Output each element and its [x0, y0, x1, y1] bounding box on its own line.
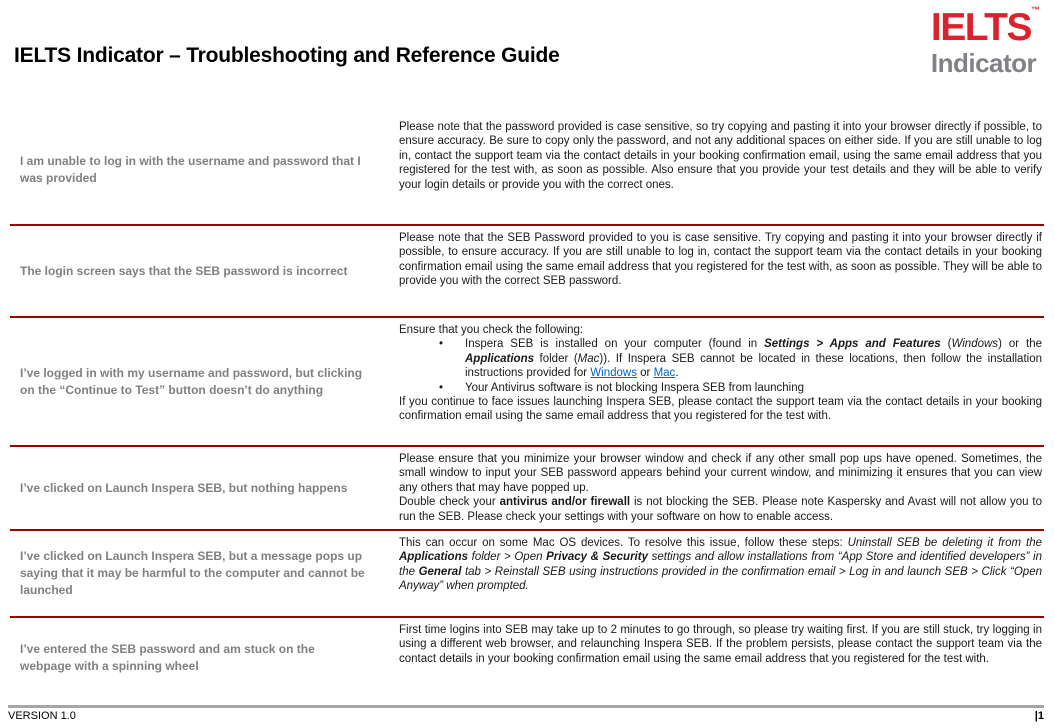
answer-cell — [399, 318, 1044, 445]
answer-bullet-item — [399, 337, 1042, 380]
answer-bullet-item — [399, 381, 1042, 395]
text-segment: ) or the — [998, 338, 1043, 351]
table-row — [10, 226, 1044, 318]
text-segment: Windows — [951, 338, 999, 351]
text-segment: is not blocking the SEB. Please note Kaspersky and Avast will not allow you to run the SEB. Please check your settings with your software on how to enable access. — [399, 496, 1042, 523]
text-segment: folder ( — [534, 352, 578, 365]
text-segment: or — [636, 367, 654, 380]
text-segment: Applications — [399, 551, 469, 564]
question-text: I’ve entered the SEB password and am stuck on the webpage with a spinning wheel — [20, 642, 315, 673]
table-row — [10, 115, 1044, 226]
text-segment: Inspera SEB is installed on your computer (found in — [465, 338, 765, 351]
answer-paragraph — [399, 452, 1042, 495]
ielts-indicator-logo — [930, 5, 1040, 78]
text-segment: Please ensure that you minimize your browser window and check if any other small pop ups have opened. Sometimes, the small window to input your SEB password appears behind your current window, and minimizing it ensures that you can view any others that may have popped up. — [399, 453, 1042, 494]
answer-paragraph — [399, 536, 1042, 594]
text-segment: ( — [940, 338, 952, 351]
trademark-symbol: ™ — [1031, 5, 1040, 15]
ielts-logo-wordmark — [930, 5, 1040, 49]
question-text: I’ve clicked on Launch Inspera SEB, but nothing happens — [20, 480, 348, 495]
logo-subtitle: Indicator — [930, 48, 1037, 78]
faq-table — [10, 115, 1044, 698]
hyperlink[interactable]: Windows — [590, 367, 637, 380]
question-cell — [10, 226, 399, 316]
text-segment: Please note that the SEB Password provided to you is case sensitive. Try copying and pasting it into your browser directly if possible, to ensure accuracy. If you are still unable to log in, contact the support team via the contact details in your booking confirmation email using the same email address that you registered for the test with, as soon as possible. They will be able to provide you with the correct SEB password. — [399, 232, 1042, 288]
text-segment: antivirus and/or firewall — [499, 496, 631, 509]
page-number: |1 — [1034, 710, 1044, 722]
answer-paragraph — [399, 495, 1042, 524]
answer-paragraph — [399, 323, 1042, 337]
text-segment: If you continue to face issues launching Inspera SEB, please contact the support team via the contact details in your booking confirmation email using the same email address that you registered for the test with. — [399, 395, 1042, 423]
text-segment: This can occur on some Mac OS devices. To resolve this issue, follow these steps: — [399, 536, 848, 549]
text-segment: settings and allow installations from “App Store and identified developers” in the — [399, 551, 1042, 578]
answer-paragraph — [399, 120, 1042, 192]
answer-cell — [399, 531, 1044, 616]
answer-paragraph — [399, 623, 1042, 666]
text-segment: General — [418, 565, 462, 578]
table-row — [10, 447, 1044, 531]
text-segment: . — [675, 367, 679, 380]
text-segment: Ensure that you check the following: — [399, 324, 584, 336]
text-segment: Uninstall SEB be deleting it from the — [847, 536, 1042, 549]
text-segment: Your Antivirus software is not blocking Inspera SEB from launching — [465, 381, 805, 394]
logo-brand-text: IELTS — [930, 6, 1031, 49]
version-label: VERSION 1.0 — [8, 710, 76, 722]
hyperlink[interactable]: Mac — [653, 367, 676, 380]
document-footer — [8, 705, 1044, 722]
question-cell — [10, 318, 399, 445]
document-header — [0, 0, 1054, 100]
text-segment: Mac — [577, 352, 600, 365]
answer-cell — [399, 618, 1044, 698]
table-row — [10, 531, 1044, 618]
answer-cell — [399, 115, 1044, 224]
text-segment: Privacy & Security — [546, 551, 648, 564]
text-segment: First time logins into SEB may take up to 2 minutes to go through, so please try waiting first. If you are still stuck, try logging in using a different web browser, and relaunching Inspera SEB. If the problem persists, please contact the support team via the contact details in your booking confirmation email using the same email address that you registered for the test with. — [399, 623, 1042, 665]
answer-cell — [399, 226, 1044, 316]
table-row — [10, 618, 1044, 698]
question-text: I am unable to log in with the username and password that I was provided — [20, 153, 361, 185]
text-segment: folder > Open — [468, 551, 547, 564]
question-cell — [10, 531, 399, 616]
question-text: I’ve logged in with my username and password, but clicking on the “Continue to Test” button doesn’t do anything — [20, 365, 363, 397]
question-text: I’ve clicked on Launch Inspera SEB, but a message pops up saying that it may be harmful to the computer and cannot be launched — [20, 549, 365, 597]
table-row — [10, 318, 1044, 447]
text-segment: )). If Inspera SEB cannot be located in these locations, then follow the installation instructions provided for — [465, 352, 1042, 380]
answer-paragraph — [399, 395, 1042, 424]
question-cell — [10, 115, 399, 224]
text-segment: Settings > Apps and Features — [764, 338, 941, 351]
question-cell — [10, 447, 399, 529]
question-text: The login screen says that the SEB password is incorrect — [20, 263, 348, 278]
text-segment: Applications — [465, 352, 535, 365]
text-segment: tab > Reinstall SEB using instructions provided in the confirmation email > Log in and launch SEB > Click “Open Anyway” when prompted. — [399, 565, 1042, 592]
text-segment: Please note that the password provided is case sensitive, so try copying and pasting it into your browser directly if possible, to ensure accuracy. Be sure to copy only the password, and not any additional spaces on either side. If you are still unable to log in, contact the support team via the contact details in your booking confirmation email, using the same email address that you registered for the test with, as soon as possible. Also ensure that you provide your test details and they will be able to verify your login details or provide you with the correct ones. — [399, 121, 1042, 191]
answer-paragraph — [399, 231, 1042, 289]
text-segment: Double check your — [399, 496, 500, 509]
question-cell — [10, 618, 399, 698]
answer-cell — [399, 447, 1044, 529]
page-title: IELTS Indicator – Troubleshooting and Reference Guide — [14, 44, 560, 67]
